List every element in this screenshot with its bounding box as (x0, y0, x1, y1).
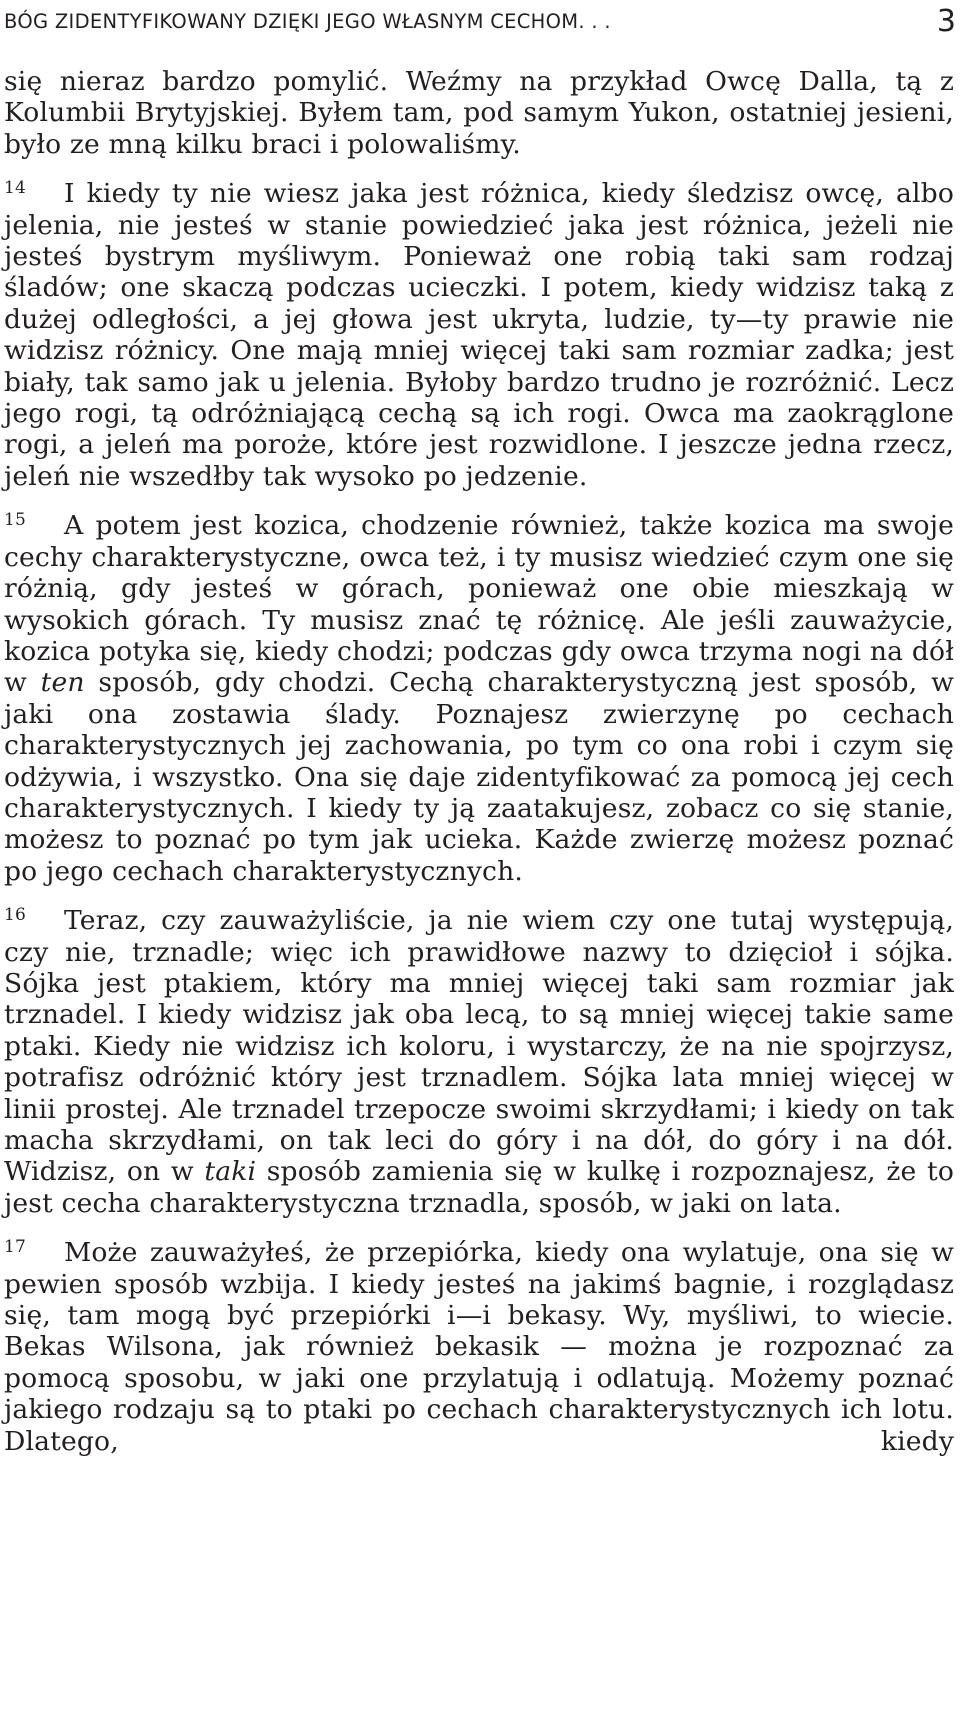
paragraph-text: się nieraz bardzo pomylić. Weźmy na przykład Owcę Dalla, tą z Kolumbii Brytyjskiej. Byłem tam, pod samym Yukon, ostatniej jesieni, było ze mną kilku braci i polowaliśmy. (4, 66, 954, 160)
paragraph-text: A potem jest kozica, chodzenie również, także kozica ma swoje cechy charakterystyczne, owca też, i ty musisz wiedzieć czym one się różnią, gdy jesteś w górach, ponieważ one obie mieszkają w wysokich górach. Ty musisz znać tę różnicę. Ale jeśli zauważycie, kozica potyka się, kiedy chodzi; podczas gdy owca trzyma nogi na dół w (4, 510, 954, 699)
body-text (4, 66, 954, 1457)
paragraph-14 (4, 178, 954, 492)
paragraph-17 (4, 1237, 954, 1457)
running-header (4, 4, 956, 44)
emphasis-text: taki (204, 1156, 257, 1188)
emphasis-text: ten (40, 667, 85, 699)
paragraph-number: 15 (4, 510, 26, 531)
paragraph-text: I kiedy ty nie wiesz jaka jest różnica, kiedy śledzisz owcę, albo jelenia, nie jesteś w stanie powiedzieć jaka jest różnica, jeżeli nie jesteś bystrym myśliwym. Ponieważ one robią taki sam rodzaj śladów; one skaczą podczas ucieczki. I potem, kiedy widzisz taką z dużej odległości, a jej głowa jest ukryta, ludzie, ty—ty prawie nie widzisz różnicy. One mają mniej więcej taki sam rozmiar zadka; jest biały, tak samo jak u jelenia. Byłoby bardzo trudno je rozróżnić. Lecz jego rogi, tą odróżniającą cechą są ich rogi. Owca ma zaokrąglone rogi, a jeleń ma poroże, które jest rozwidlone. I jeszcze jedna rzecz, jeleń nie wszedłby tak wysoko po jedzenie. (4, 178, 954, 492)
paragraph-number: 17 (4, 1237, 26, 1258)
paragraph-16 (4, 905, 954, 1219)
paragraph-continued (4, 66, 954, 160)
paragraph-15 (4, 510, 954, 887)
page-number: 3 (936, 4, 956, 39)
running-title: BÓG ZIDENTYFIKOWANY DZIĘKI JEGO WŁASNYM CECHOM. . . (4, 10, 611, 33)
paragraph-number: 16 (4, 905, 26, 926)
paragraph-text: Teraz, czy zauważyliście, ja nie wiem czy one tutaj występują, czy nie, trznadle; więc ich prawidłowe nazwy to dzięcioł i sójka. Sójka jest ptakiem, który ma mniej więcej taki sam rozmiar jak trznadel. I kiedy widzisz jak oba lecą, to są mniej więcej takie same ptaki. Kiedy nie widzisz ich koloru, i wystarczy, że na nie spojrzysz, potrafisz odróżnić który jest trznadlem. Sójka lata mniej więcej w linii prostej. Ale trznadel trzepocze swoimi skrzydłami; i kiedy on tak macha skrzydłami, on tak leci do góry i na dół, do góry i na dół. Widzisz, on w (4, 905, 954, 1188)
paragraph-text: sposób zamienia się w kulkę i rozpoznajesz, że to jest cecha charakterystyczna trznadla, sposób, w jaki on lata. (4, 1156, 954, 1219)
paragraph-number: 14 (4, 178, 26, 199)
paragraph-text: Może zauważyłeś, że przepiórka, kiedy ona wylatuje, ona się w pewien sposób wzbija. I kiedy jesteś na jakimś bagnie, i rozglądasz się, tam mogą być przepiórki i—i bekasy. Wy, myśliwi, to wiecie. Bekas Wilsona, jak również bekasik — można je rozpoznać za pomocą sposobu, w jaki one przylatują i odlatują. Możemy poznać jakiego rodzaju są to ptaki po cechach charakterystycznych ich lotu. Dlatego, kiedy (4, 1237, 954, 1457)
paragraph-text: sposób, gdy chodzi. Cechą charakterystyczną jest sposób, w jaki ona zostawia ślady. Poznajesz zwierzynę po cechach charakterystycznych jej zachowania, po tym co ona robi i czym się odżywia, i wszystko. Ona się daje zidentyfikować za pomocą jej cech charakterystycznych. I kiedy ty ją zaatakujesz, zobacz co się stanie, możesz to poznać po tym jak ucieka. Każde zwierzę możesz poznać po jego cechach charakterystycznych. (4, 667, 954, 887)
